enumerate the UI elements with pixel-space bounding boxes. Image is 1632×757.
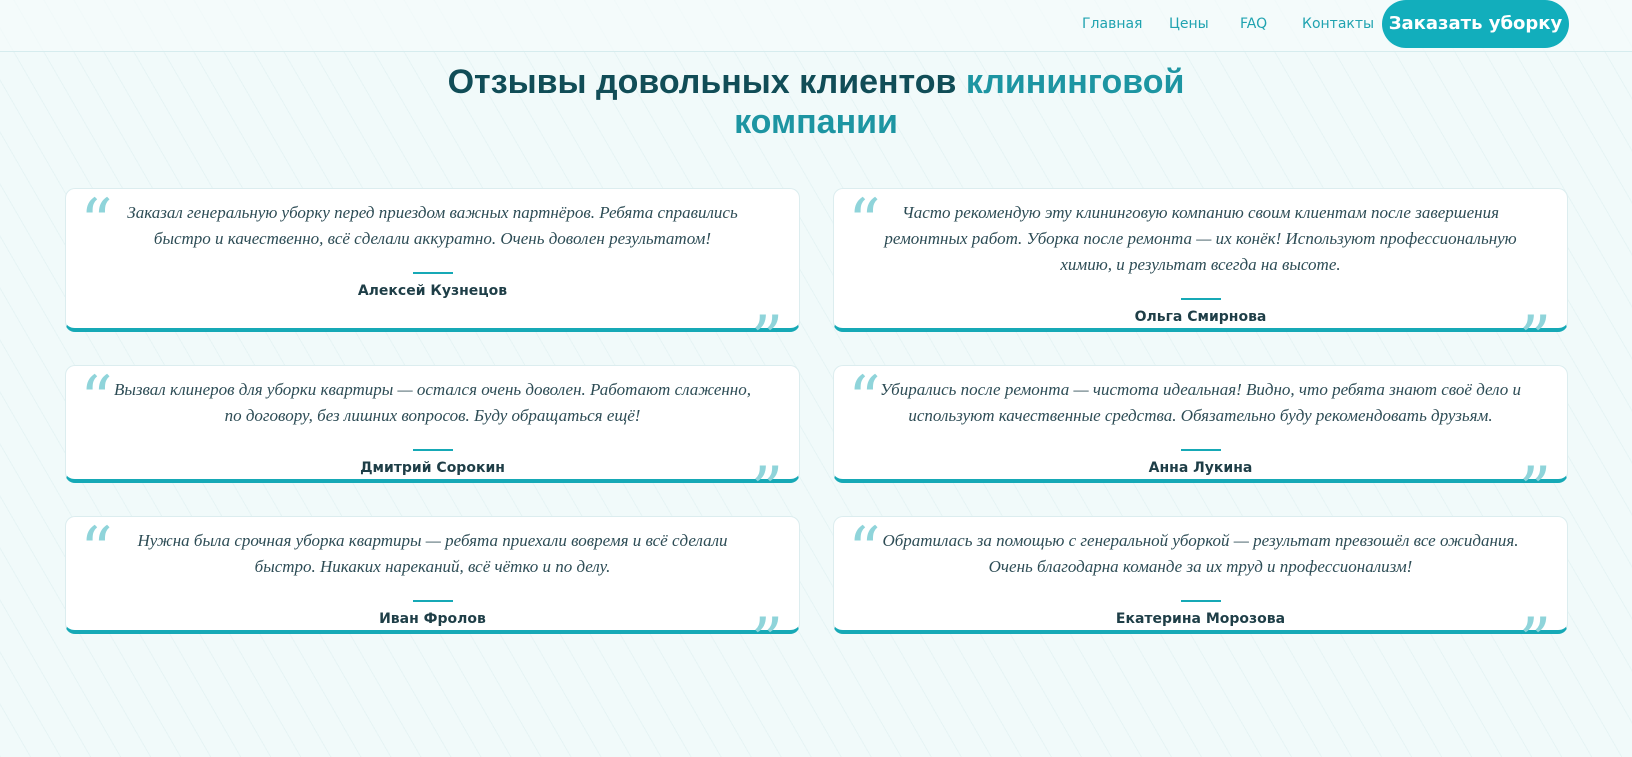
page-title-dark: Отзывы довольных клиентов [447,63,957,101]
author-divider [413,600,453,602]
quote-close-icon: “ [1520,267,1553,341]
review-author: Дмитрий Сорокин [360,460,505,476]
top-navbar [0,0,1632,52]
quote-close-icon: “ [752,569,785,643]
review-card [65,186,800,341]
review-text: Убирались после ремонта — чистота идеальная! Видно, что ребята знают своё дело и используют качественные средства. Обязательно буду рекомендовать друзьям. [879,380,1522,425]
quote-close-icon: “ [1520,569,1553,643]
author-divider [413,449,453,451]
review-text: Обратилась за помощью с генеральной уборкой — результат превзошёл все ожидания. Очень благодарна команде за их труд и профессионализм! [882,531,1519,576]
quote-open-icon: “ [848,514,881,588]
nav-link-home[interactable]: Главная [1082,16,1143,32]
review-card [65,363,800,492]
quote-close-icon: “ [752,267,785,341]
review-text: Вызвал клинеров для уборки квартиры — остался очень доволен. Работают слаженно, по договору, без лишних вопросов. Буду обращаться ещё! [113,380,751,425]
order-cleaning-button[interactable]: Заказать уборку [1382,0,1569,48]
author-divider [1181,449,1221,451]
page-title-accent-2: компании [734,103,898,141]
review-author: Иван Фролов [379,611,486,627]
review-author: Ольга Смирнова [1134,309,1267,325]
quote-open-icon: “ [848,186,881,260]
page-title [376,62,1256,142]
review-author: Анна Лукина [1148,460,1253,476]
nav-link-prices[interactable]: Цены [1169,16,1209,32]
review-author: Алексей Кузнецов [357,283,508,299]
quote-open-icon: “ [80,514,113,588]
quote-close-icon: “ [1520,418,1553,492]
review-card [65,514,800,643]
review-card [833,363,1568,492]
nav-link-faq[interactable]: FAQ [1240,16,1268,32]
quote-close-icon: “ [752,418,785,492]
review-author: Екатерина Морозова [1115,611,1286,627]
quote-open-icon: “ [80,363,113,437]
review-text: Нужна была срочная уборка квартиры — ребята приехали вовремя и всё сделали быстро. Никаких нареканий, всё чётко и по делу. [137,531,728,576]
review-text: Заказал генеральную уборку перед приездом важных партнёров. Ребята справились быстро и качественно, всё сделали аккуратно. Очень доволен результатом! [127,203,738,248]
review-card [833,514,1568,643]
review-text: Часто рекомендую эту клининговую компанию своим клиентам после завершения ремонтных работ. Уборка после ремонта — их конёк! Используют профессиональную химию, и результат всегда на высоте. [884,203,1517,274]
quote-open-icon: “ [848,363,881,437]
author-divider [1181,600,1221,602]
author-divider [1181,298,1221,300]
review-card [833,186,1568,341]
quote-open-icon: “ [80,186,113,260]
page-title-accent: клининговой [965,63,1185,101]
nav-link-contacts[interactable]: Контакты [1302,16,1375,32]
author-divider [413,272,453,274]
